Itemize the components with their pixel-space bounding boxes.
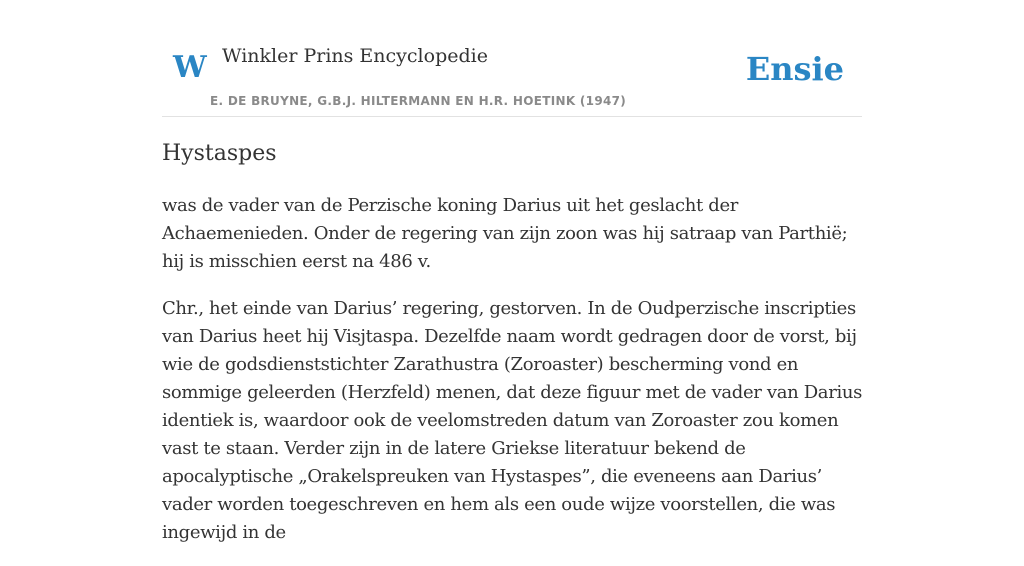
article	[162, 138, 862, 566]
site-header	[162, 40, 862, 117]
publication-logo[interactable]: W	[173, 50, 207, 85]
publication-title[interactable]: Winkler Prins Encyclopedie	[222, 45, 488, 67]
brand-logo[interactable]: Ensie	[745, 50, 844, 88]
article-paragraph-1: was de vader van de Perzische koning Darius uit het geslacht der Achaemenieden. Onder de regering van zijn zoon was hij satraap van Parthië; hij is misschien eerst na 486 v.	[162, 195, 848, 272]
publication-authors: E. DE BRUYNE, G.B.J. HILTERMANN EN H.R. HOETINK (1947)	[210, 94, 627, 108]
article-paragraph-2: Chr., het einde van Darius’ regering, gestorven. In de Oudperzische inscripties van Darius heet hij Visjtaspa. Dezelfde naam wordt gedragen door de vorst, bij wie de godsdienststichter Zarathustra (Zoroaster) bescherming vond en sommige geleerden (Herzfeld) menen, dat deze figuur met de vader van Darius identiek is, waardoor ook de veelomstreden datum van Zoroaster zou komen vast te staan. Verder zijn in de latere Griekse literatuur bekend de apocalyptische „Orakelspreuken van Hystaspes”, die eveneens aan Darius’ vader worden toegeschreven en hem als een oude wijze voorstellen, die was ingewijd in de	[162, 298, 862, 543]
article-title: Hystaspes	[162, 141, 277, 166]
